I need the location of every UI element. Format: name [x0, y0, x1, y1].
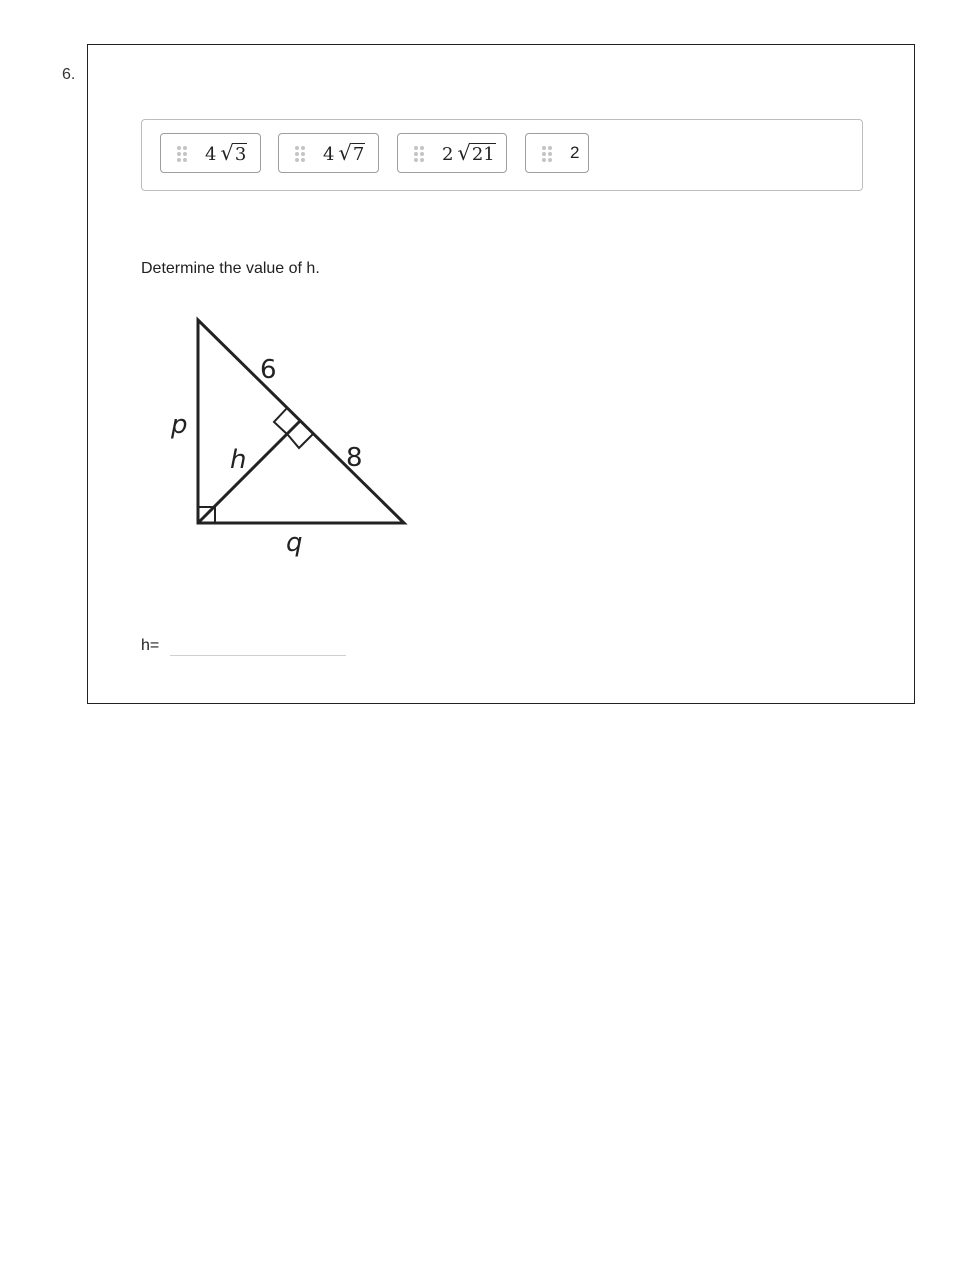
radical-icon: √: [220, 141, 234, 165]
answer-tile-4-root-3[interactable]: [160, 133, 261, 173]
label-q: q: [286, 528, 303, 558]
tile-value: 4 √7: [323, 141, 365, 165]
drag-handle-icon: [295, 146, 306, 162]
answer-bank: [141, 119, 863, 191]
answer-tile-2-root-21[interactable]: [397, 133, 507, 173]
drag-handle-icon: [414, 146, 425, 162]
answer-input[interactable]: [170, 637, 346, 656]
answer-tile-2[interactable]: [525, 133, 589, 173]
drag-handle-icon: [542, 146, 553, 162]
label-h: h: [230, 445, 247, 475]
tile-value: 2: [570, 143, 580, 162]
answer-label: h=: [141, 637, 160, 654]
question-card: [87, 44, 915, 704]
radical-icon: √: [457, 141, 471, 165]
tile-value: 2 √21: [442, 141, 495, 165]
question-prompt: Determine the value of h.: [141, 260, 320, 277]
tile-value: 4 √3: [205, 141, 247, 165]
radical-icon: √: [338, 141, 352, 165]
label-p: p: [171, 410, 188, 440]
right-triangle-diagram: [158, 310, 438, 600]
answer-tile-4-root-7[interactable]: [278, 133, 379, 173]
question-number: 6.: [62, 66, 76, 83]
right-angle-marker-foot-lower: [288, 433, 314, 448]
label-segment-6: 6: [260, 355, 277, 385]
drag-handle-icon: [177, 146, 188, 162]
label-segment-8: 8: [346, 443, 363, 473]
right-angle-marker-foot-upper: [274, 407, 288, 435]
